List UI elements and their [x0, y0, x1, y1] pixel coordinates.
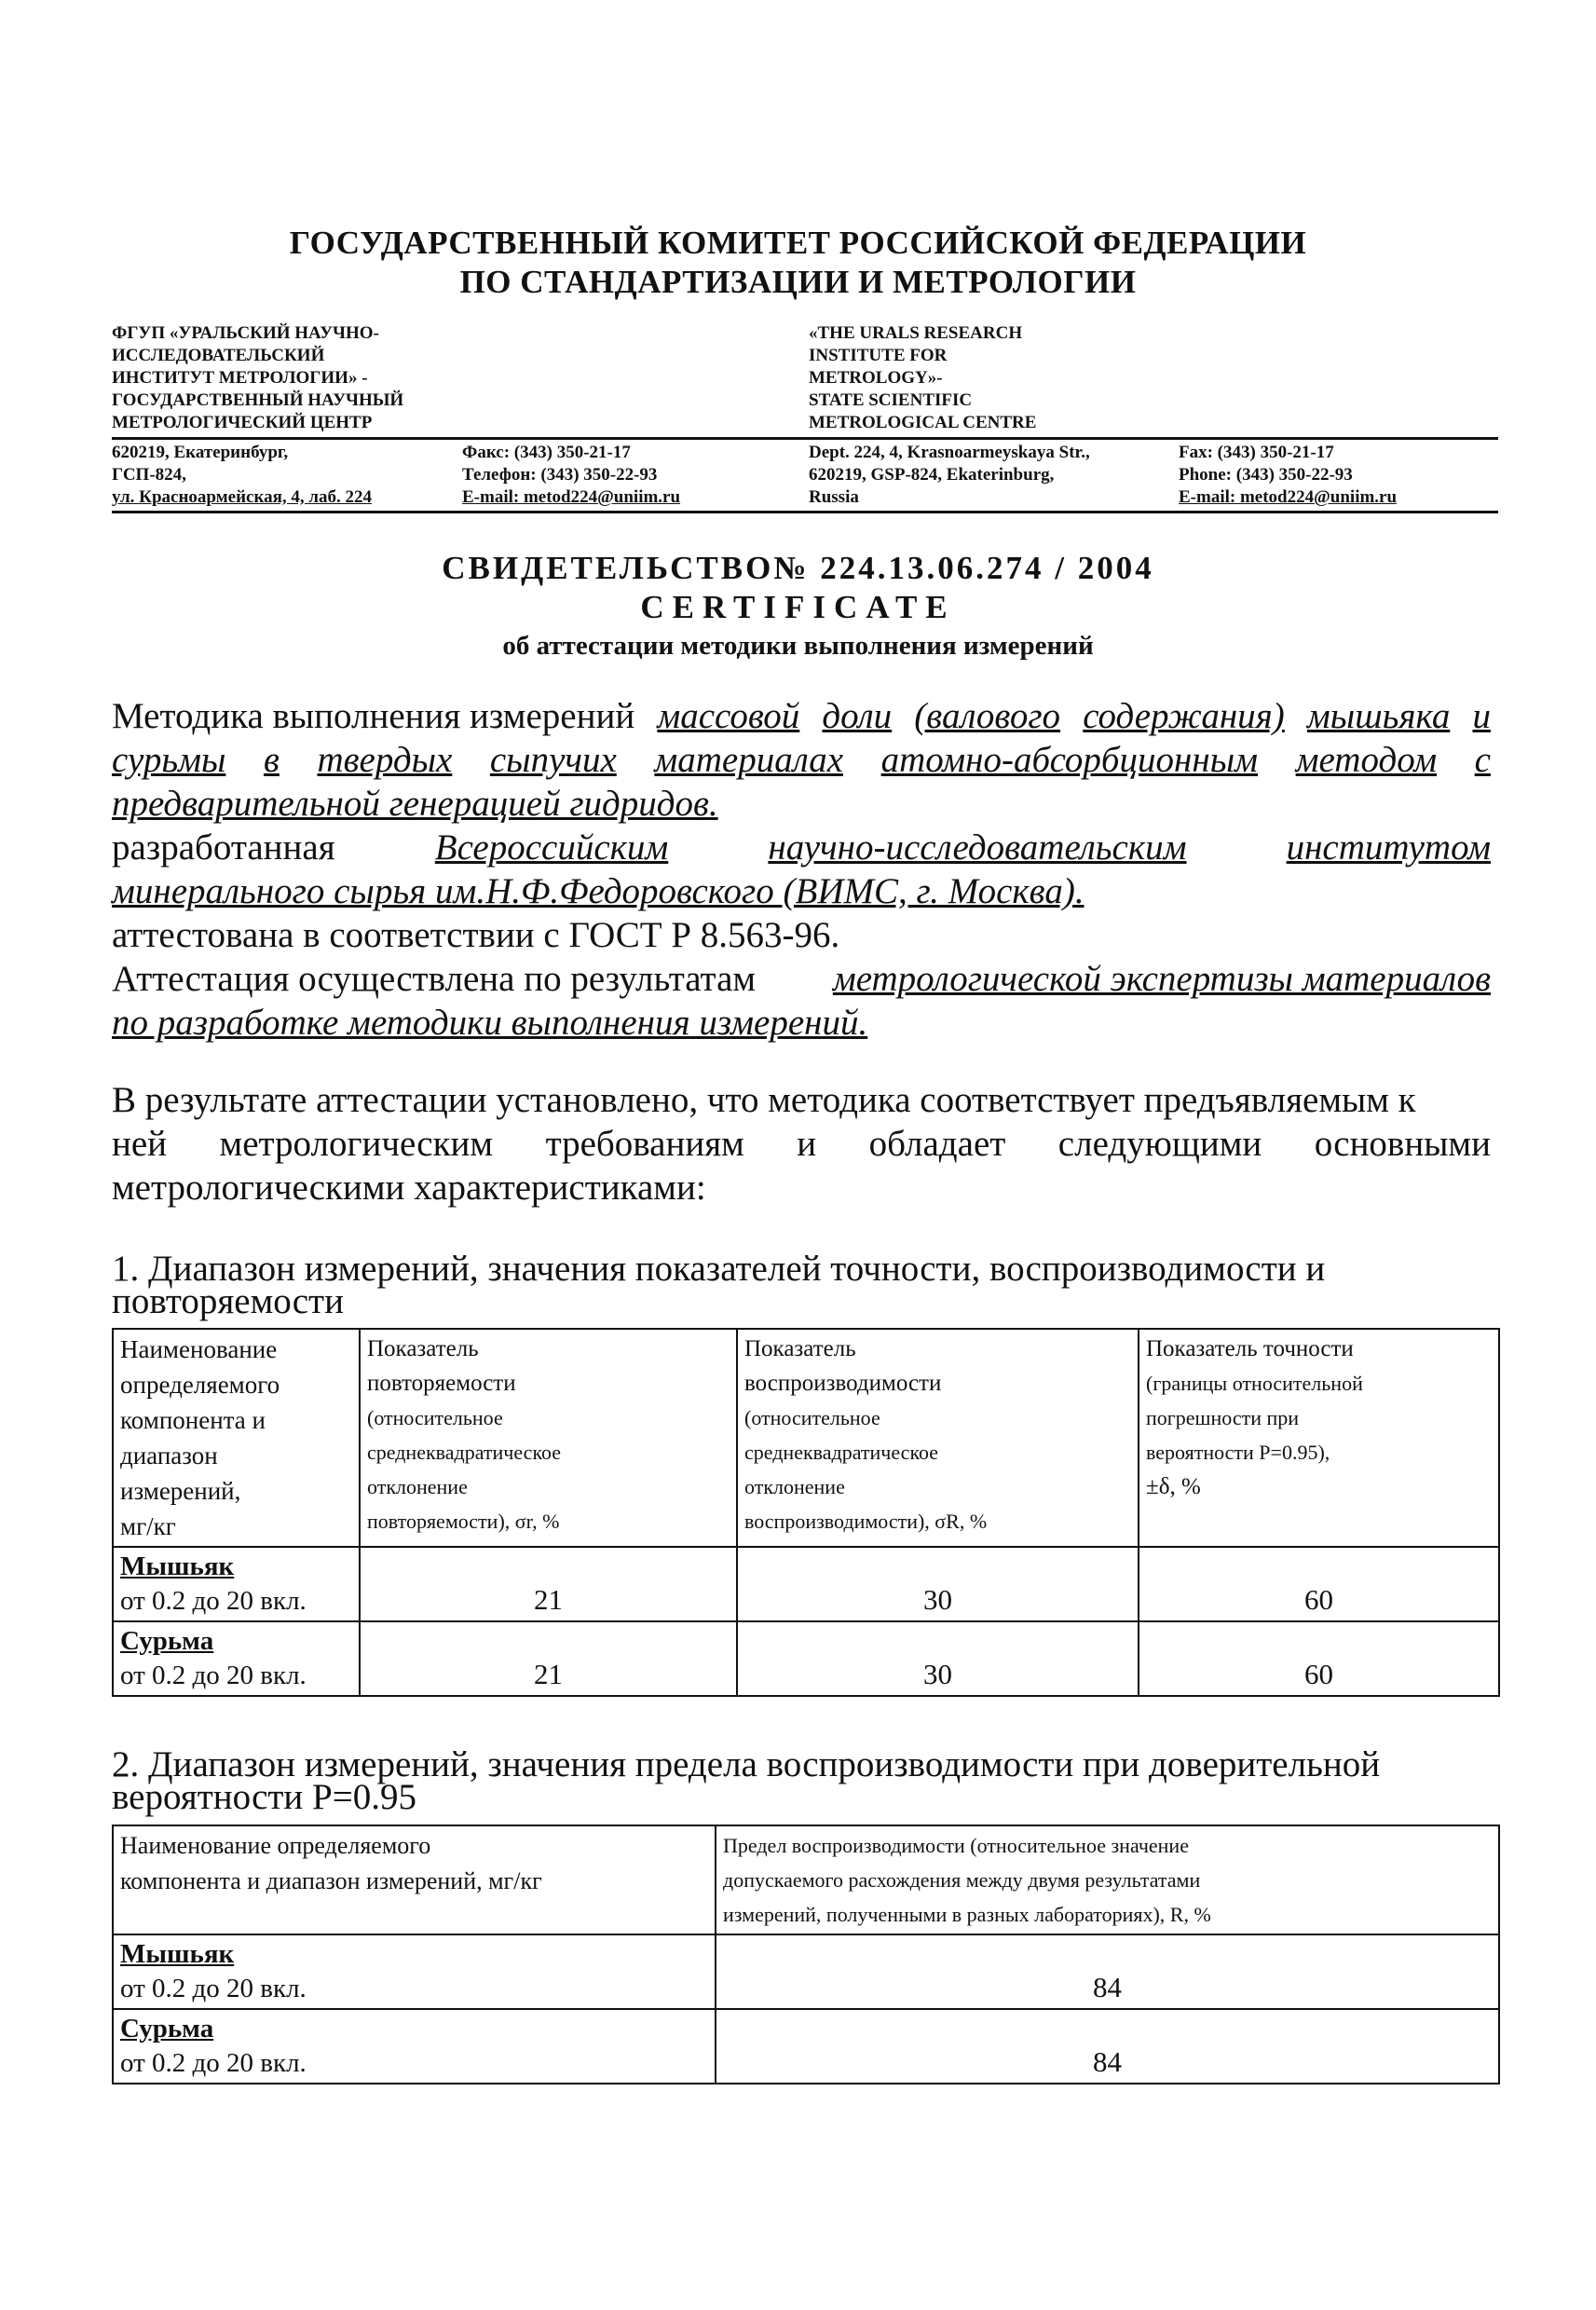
reproducibility-value: 30 [737, 1547, 1139, 1621]
address-en: Dept. 224, 4, Krasnoarmeyskaya Str., 620219, GSP-824, Ekaterinburg, Russia [809, 443, 1090, 507]
accuracy-value: 60 [1139, 1547, 1499, 1621]
table-row [113, 2009, 1499, 2084]
table-row [113, 1621, 1499, 1696]
component-cell: Сурьма от 0.2 до 20 вкл. [113, 1621, 360, 1696]
result-line-1: В результате аттестации установлено, что методика соответствует предъявляемым к [112, 1080, 1416, 1120]
method-line-5: минерального сырья им.Н.Ф.Федоровского (ВИМС, г. Москва). [112, 871, 1084, 911]
col-repeatability: Показатель повторяемости (относительное среднеквадратическое отклонение повторяемости), σr, % [360, 1329, 737, 1547]
government-title-line-2: ПО СТАНДАРТИЗАЦИИ И МЕТРОЛОГИИ [459, 264, 1137, 300]
certificate-subtitle: об аттестации методики выполнения измерений [502, 631, 1094, 661]
contacts-ru: Факс: (343) 350-21-17 Телефон: (343) 350-22-93 E-mail: metod224@uniim.ru [462, 443, 681, 507]
component-cell: Сурьма от 0.2 до 20 вкл. [113, 2009, 716, 2084]
repeatability-value: 21 [360, 1547, 737, 1621]
col-component: Наименование определяемого компонента и диапазон измерений, мг/кг [113, 1825, 716, 1934]
table-header-row [113, 1825, 1499, 1934]
header-divider-top [112, 437, 1498, 440]
method-line-3: предварительной генерацией гидридов. [112, 784, 718, 824]
accuracy-value: 60 [1139, 1621, 1499, 1696]
method-description [112, 694, 1491, 1045]
reproducibility-limit-value: 84 [716, 1934, 1499, 2009]
component-cell: Мышьяк от 0.2 до 20 вкл. [113, 1934, 716, 2009]
col-accuracy: Показатель точности (границы относительной погрешности при вероятности P=0.95), ±δ, % [1139, 1329, 1499, 1547]
email-link-en[interactable]: E-mail: metod224@uniim.ru [1179, 487, 1398, 507]
certificate-title-en: CERTIFICATE [640, 589, 956, 625]
method-line-7: Аттестация осуществлена по результатам метрологической экспертизы материалов [112, 959, 1491, 999]
method-line-1: Методика выполнения измерений массовой доли (валового содержания) мышьяка и [112, 696, 1491, 736]
section2-heading: 2. Диапазон измерений, значения предела воспроизводимости при доверительной вероятности P=0.95 [112, 1744, 1381, 1817]
org-name-en: «THE URALS RESEARCH INSTITUTE FOR METROLOGY»- STATE SCIENTIFIC METROLOGICAL CENTRE [809, 323, 1037, 432]
col-component: Наименование определяемого компонента и диапазон измерений, мг/кг [113, 1329, 360, 1547]
org-name-ru: ФГУП «УРАЛЬСКИЙ НАУЧНО- ИССЛЕДОВАТЕЛЬСКИЙ ИНСТИТУТ МЕТРОЛОГИИ» - ГОСУДАРСТВЕННЫЙ НАУЧНЫЙ МЕТРОЛОГИЧЕСКИЙ ЦЕНТР [112, 323, 404, 432]
certificate-title-ru: СВИДЕТЕЛЬСТВО№ 224.13.06.274 / 2004 [442, 550, 1154, 586]
email-link-ru[interactable]: E-mail: metod224@uniim.ru [462, 487, 681, 507]
reproducibility-limit-table [112, 1825, 1500, 2084]
col-reproducibility: Показатель воспроизводимости (относительное среднеквадратическое отклонение воспроизводимости), σR, % [737, 1329, 1139, 1547]
result-paragraph [112, 1078, 1491, 1210]
section1-heading: 1. Диапазон измерений, значения показателей точности, воспроизводимости и повторяемости [112, 1249, 1326, 1321]
address-ru: 620219, Екатеринбург, ГСП-824, ул. Красноармейская, 4, лаб. 224 [112, 443, 373, 507]
result-line-2: ней метрологическим требованиям и обладает следующими основными [112, 1124, 1491, 1164]
table-row [113, 1934, 1499, 2009]
method-line-8: по разработке методики выполнения измерений. [112, 1003, 868, 1043]
header-divider-bottom [112, 511, 1498, 513]
col-reproducibility-limit: Предел воспроизводимости (относительное значение допускаемого расхождения между двумя результатами измерений, полученными в разных лабораториях), R, % [716, 1825, 1499, 1934]
government-title [0, 224, 1596, 302]
method-line-4: разработанная Всероссийским научно-исследовательским институтом [112, 827, 1491, 868]
component-cell: Мышьяк от 0.2 до 20 вкл. [113, 1547, 360, 1621]
characteristics-table [112, 1328, 1500, 1697]
contacts-en: Fax: (343) 350-21-17 Phone: (343) 350-22-93 E-mail: metod224@uniim.ru [1179, 443, 1398, 507]
method-line-2: сурьмы в твердых сыпучих материалах атомно-абсорбционным методом с [112, 740, 1491, 780]
reproducibility-value: 30 [737, 1621, 1139, 1696]
reproducibility-limit-value: 84 [716, 2009, 1499, 2084]
result-line-3: метрологическими характеристиками: [112, 1168, 706, 1208]
table-row [113, 1547, 1499, 1621]
repeatability-value: 21 [360, 1621, 737, 1696]
table-header-row [113, 1329, 1499, 1547]
government-title-line-1: ГОСУДАРСТВЕННЫЙ КОМИТЕТ РОССИЙСКОЙ ФЕДЕРАЦИИ [289, 225, 1307, 261]
method-line-6: аттестована в соответствии с ГОСТ Р 8.563-96. [112, 915, 840, 955]
